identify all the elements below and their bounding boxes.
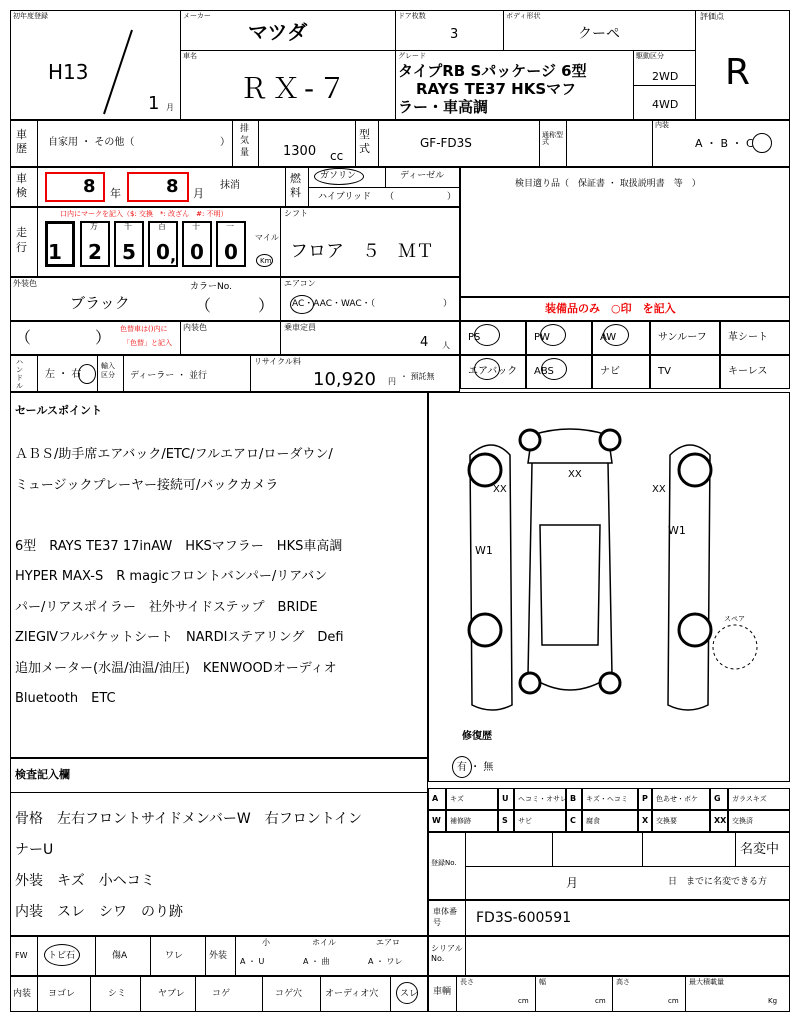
legend-desc: キズ・ヘコミ [586,795,628,803]
diagram-mark-w1-right: W1 [668,524,686,537]
fw-divider [235,936,236,976]
model-label: 車名 [183,52,197,60]
color-no-paren-close: ） [258,296,275,315]
fw-item-2: ワレ [165,951,184,961]
equip-row2-4: キーレス [728,366,768,377]
first-reg-label: 初年度登録 [13,12,48,20]
first-reg-year: H13 [48,60,89,84]
cc-unit: cc [330,149,344,163]
handle: 左 ・ 右 [45,369,82,380]
legend-code: B [570,794,577,803]
inspection-line-3: 内装 スレ シワ のり跡 [15,904,183,920]
sales-line-6: ZIEGⅣフルバケットシート NARDIステアリング Defi [15,630,344,645]
equip-row1-1: PW [534,332,550,343]
equip-row2-1: ABS [534,366,554,377]
shift: フロア ５ ＭＴ [290,241,434,262]
small-opts: A ・ U [240,957,265,966]
documents: 検目適り品（ 保証書 ・ 取扱説明書 等 ） [515,179,701,189]
interior-label: 内装 [655,121,669,129]
mileage-digit-2: 5 [122,240,136,264]
common-type-label: 通称型式 [542,131,563,146]
slash-mark [100,28,140,118]
maker: マツダ [248,20,308,44]
month-unit: 月 [166,103,174,112]
fw-divider [205,936,206,976]
legend-code: W [432,816,441,825]
legend-code: A [432,794,439,803]
aircon-ac-circle [290,295,314,314]
mileage-comma: , [170,246,177,265]
recycle-fee: 10,920 [313,369,376,390]
inspection-line-2: 外装 キズ 小ヘコミ [15,873,155,889]
legend-desc: サビ [518,817,532,825]
fuel-paren-open: （ [385,192,395,202]
reg-month: 月 [566,876,579,890]
legend-desc: 交換要 [656,817,677,825]
mileage-note: 口内にマークを記入（$: 交換 *: 改ざん #: 不明） [60,210,228,218]
diagram-mark-right: XX [652,484,666,495]
mileage-digit-0: 1 [48,240,62,264]
color-change-paren-open: （ [15,328,32,347]
handle-label: ハンドル [16,358,23,390]
repair-yes-circle [452,756,472,778]
fuel-paren-close: ） [447,192,457,202]
grade-line-2: RAYS TE37 HKSマフ [416,80,577,98]
sales-line-5: パー/リアスポイラー 社外サイドステップ BRIDE [15,599,318,615]
color-no-label: カラーNo. [190,282,232,292]
sales-line-0: ＡＢＳ/助手席エアバック/ETC/フルエアロ/ローダウン/ [15,447,333,462]
fw-label: FW [15,951,28,960]
serial-block [428,936,790,976]
interior-item-3: コゲ [212,989,231,999]
mileage-digit-1: 2 [88,240,102,264]
interior-c-circle [752,133,772,153]
drive-4wd: 4WD [652,98,679,111]
color-no-paren-open: （ [195,296,212,315]
legend-desc: 腐食 [586,817,600,825]
load-label: 最大積載量 [689,978,724,986]
displacement-label: 排気量 [240,124,250,158]
drive-label: 駆動区分 [636,52,664,60]
fuel-diesel: ディーゼル [400,171,445,181]
history-close-paren: ） [220,137,230,148]
doors: 3 [450,27,459,42]
legend-desc: ガラスキズ [732,795,767,803]
interior-item-0: ヨゴレ [48,989,76,999]
capacity-unit: 人 [442,341,450,350]
mileage-unit-2: 千 [124,222,132,231]
interior-damage-row [10,976,428,1012]
sales-line-1: ミュージックプレーヤー接続可/バックカメラ [15,477,279,493]
aircon-paren-close: ） [443,299,453,309]
legend-desc: キズ [450,795,464,803]
km-label: Km [260,257,272,265]
dims-label: 車輌 [433,987,452,997]
grade-score: R [725,52,751,93]
color-value: ブラック [70,294,130,312]
equip-selected-circle-4 [541,358,567,380]
fuel-label: 燃料 [290,172,301,199]
insp-month: 8 [166,176,179,197]
fw-tobi-circle [44,944,80,966]
legend-desc: ヘコミ・オサレ [518,795,567,803]
legend-code: X [642,816,649,825]
mile-label: マイル [255,233,279,242]
mileage-unit-3: 百 [158,222,166,231]
repair-value: 有 ・ 無 [457,762,494,773]
import: ディーラー ・ 並行 [130,371,208,381]
interior-item-2: ヤブレ [158,989,185,999]
grade-line-3: ラー・車高調 [398,98,489,116]
sales-line-4: HYPER MAX-S R magicフロントバンパー/リアバン [15,569,328,584]
legend-desc: 交換済 [732,817,753,825]
color-change-paren-close: ） [95,328,112,347]
chassis-number: FD3S-600591 [476,910,572,926]
color-label: 外装色 [13,279,37,288]
legend-code: G [714,794,721,803]
sales-line-7: 追加メーター(水温/油温/油圧) KENWOODオーディオ [15,660,337,676]
displacement: 1300 [283,144,317,159]
interior-item-6: スレ [400,989,419,999]
mileage-digit-5: 0 [224,240,238,264]
fw-divider [95,936,96,976]
legend-desc: 補修跡 [450,817,471,825]
color-change-note-1: 色替車は()内に [120,325,168,333]
drive-2wd: 2WD [652,70,679,83]
mileage-label: 走行 [16,226,27,254]
insp-month-box [127,172,189,202]
repair-label: 修復歴 [462,731,492,742]
sales-title: セールスポイント [15,404,103,417]
model: ＲＸ-７ [240,72,351,105]
diagram-mark-roof: XX [568,469,582,480]
history-label: 車歴 [16,128,27,155]
type-label: 型式 [359,128,370,155]
insp-year-box [45,172,105,202]
serial-label: シリアルNo. [431,944,463,963]
equip-row1-4: 革シート [728,332,768,343]
dims-block [428,976,790,1012]
fw-item-0: トビ石 [48,951,76,961]
length-unit: cm [518,997,529,1005]
legend-desc: 色あせ・ボケ [656,795,698,803]
length-label: 長さ [460,978,474,986]
yen-unit: 円 [388,377,396,386]
fw-divider [37,936,38,976]
interior-grade: A ・ B ・ C [695,137,754,150]
chassis-label: 車体番号 [433,907,457,927]
aero-opts: A ・ ワレ [368,957,403,966]
grade-label: グレード [398,52,426,60]
equip-selected-circle-1 [540,324,566,346]
width-label: 幅 [539,978,546,986]
equip-selected-circle-3 [474,358,500,380]
fw-divider [150,936,151,976]
capacity: 4 [420,335,429,350]
capacity-row [10,321,460,355]
equip-row1-3: サンルーフ [658,332,707,343]
mileage-unit-1: 万 [90,222,98,231]
exterior-label: 外装 [209,951,228,961]
aero-label: エアロ [376,938,400,947]
year-unit: 年 [110,187,121,200]
grade-score-label: 評価点 [700,12,724,21]
fuel-hybrid: ハイブリッド [318,192,372,202]
body-type: クーペ [578,26,620,42]
maker-label: メーカー [183,12,211,20]
interior-color-label: 内装色 [183,323,207,332]
first-reg-month: 1 [148,93,160,114]
fuel-gasoline: ガソリン [320,171,357,181]
doors-label: ドア枚数 [398,12,426,20]
type-code: GF-FD3S [420,136,472,150]
small-label: 小 [262,938,270,947]
interior-item-4: コゲ穴 [275,989,303,999]
wheel-label: ホイル [312,938,336,947]
legend-code: XX [714,816,727,825]
km-circle [256,254,273,267]
sales-line-3: 6型 RAYS TE37 17inAW HKSマフラー HKS車高調 [15,538,343,554]
interior-item-1: シミ [108,989,127,999]
equip-header: 装備品のみ ○印 を記入 [545,302,676,315]
spare-label: スペア [724,615,745,623]
sales-line-8: Bluetooth ETC [15,691,116,706]
equip-selected-circle-0 [474,324,500,346]
body-label: ボディ形状 [506,12,541,20]
mileage-unit-4: 十 [192,222,200,231]
shift-label: シフト [284,209,308,218]
color-change-note-2: 「色替」と記入 [123,339,172,347]
car-diagram [440,415,780,720]
load-unit: Kg [768,997,778,1005]
deposit: ・ 預託無 [400,372,435,381]
diagram-mark-left: XX [493,484,507,495]
aircon: AC・AAC・WAC・（ [292,299,376,309]
name-change: 名変中 [740,842,780,857]
import-label: 輸入区分 [101,362,115,379]
recycle-label: リサイクル料 [254,357,301,366]
inspection-line-0: 骨格 左右フロントサイドメンバーW 右フロントイン [15,811,363,827]
equip-row1-0: PS [468,332,481,343]
equip-row2-0: エアバック [468,366,518,377]
inspection-line-1: ナーU [15,842,54,858]
diagram-mark-w1-left: W1 [475,544,493,557]
month-unit-2: 月 [193,187,204,200]
width-unit: cm [595,997,606,1005]
equip-row1-2: AW [600,332,617,343]
interior-item-5: オーディオ穴 [325,989,379,999]
interior-damage-label: 内装 [13,989,32,999]
inspection-label: 車検 [16,172,27,199]
grade-line-1: タイプRB Sパッケージ 6型 [398,62,587,80]
equip-row2-2: ナビ [600,366,620,377]
fw-item-1: 傷A [112,951,128,961]
inspection-title: 検査記入欄 [15,768,70,781]
reg-no-label: 登録No. [431,859,457,867]
mileage-digit-3: 0 [156,240,170,264]
legend-code: S [502,816,508,825]
equip-selected-circle-2 [603,324,629,346]
history-value: 自家用 ・ その他（ [48,137,135,148]
legend-code: C [570,816,576,825]
height-unit: cm [668,997,679,1005]
legend-code: P [642,794,648,803]
capacity-label: 乗車定員 [284,323,316,332]
handle-right-circle [78,364,96,384]
reg-day: 日 までに名変できる方 [668,877,768,887]
insp-year: 8 [83,176,96,197]
legend-code: U [502,794,509,803]
mileage-unit-5: 一 [226,222,234,231]
mileage-digit-4: 0 [190,240,204,264]
gasoline-circle [314,168,364,185]
aircon-label: エアコン [284,279,316,288]
height-label: 高さ [616,978,630,986]
equip-row2-3: TV [658,366,671,377]
wheel-opts: A ・ 曲 [303,957,330,966]
deregistered: 抹消 [220,180,240,191]
